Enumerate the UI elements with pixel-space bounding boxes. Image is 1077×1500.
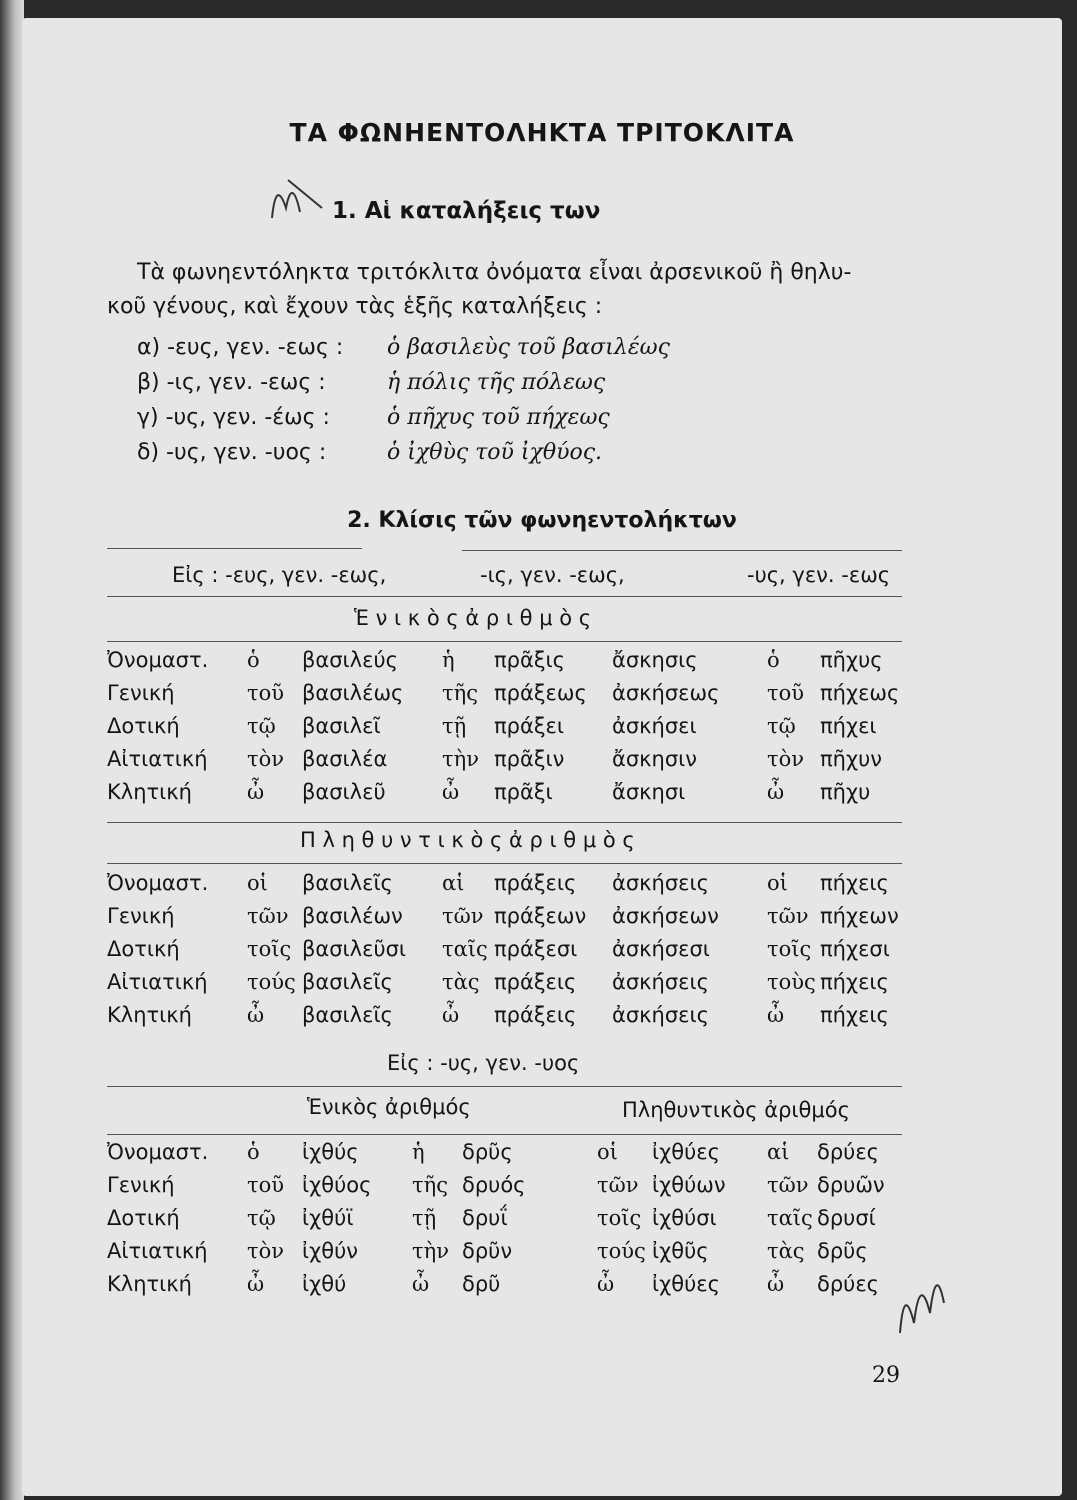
- plural-row-1-a2: βασιλέων: [302, 904, 403, 928]
- plural-row-0-c: ἀσκήσεις: [612, 871, 709, 895]
- ending-row-d: δ) -υς, γεν. -υος : ὁ ἰχθὺς τοῦ ἰχθύος.: [137, 440, 603, 465]
- table2-row-0-case: Ὀνομαστ.: [107, 1140, 209, 1164]
- table2-row-4-c2: ἰχθύες: [652, 1272, 720, 1296]
- table2-row-0-a1: ὁ: [247, 1140, 260, 1164]
- singular-row-2-d2: πήχει: [820, 714, 877, 738]
- singular-row-3-c: ἄσκησιν: [612, 747, 697, 771]
- book-page: [22, 18, 1062, 1496]
- table2-row-4-b2: δρῦ: [462, 1272, 501, 1296]
- page-title: ΤΑ ΦΩΝΗΕΝΤΟΛΗΚΤΑ ΤΡΙΤΟΚΛΙΤΑ: [289, 118, 795, 147]
- plural-row-4-c: ἀσκήσεις: [612, 1003, 709, 1027]
- table2-row-3-c2: ἰχθῦς: [652, 1239, 709, 1263]
- table2-row-3-case: Αἰτιατική: [107, 1239, 208, 1263]
- singular-row-4-case: Κλητική: [107, 780, 192, 804]
- table2-row-0-c1: οἱ: [597, 1140, 618, 1164]
- plural-row-2-case: Δοτική: [107, 937, 180, 961]
- singular-row-3-case: Αἰτιατική: [107, 747, 208, 771]
- table1-header-is: -ις, γεν. -εως,: [480, 563, 625, 587]
- plural-row-4-b2: πράξεις: [494, 1003, 577, 1027]
- plural-row-1-b1: τῶν: [442, 904, 484, 928]
- plural-row-1-d1: τῶν: [767, 904, 809, 928]
- table1-singular-label: Ἑ ν ι κ ὸ ς ἀ ρ ι θ μ ὸ ς: [354, 606, 592, 630]
- ending-row-a: α) -ευς, γεν. -εως : ὁ βασιλεὺς τοῦ βασιλέως: [137, 335, 670, 360]
- singular-row-1-d1: τοῦ: [767, 681, 805, 705]
- table2-row-4-c1: ὦ: [597, 1272, 615, 1296]
- plural-row-4-b1: ὦ: [442, 1003, 460, 1027]
- singular-row-0-a2: βασιλεύς: [302, 648, 398, 672]
- singular-row-1-d2: πήχεως: [820, 681, 900, 705]
- singular-row-4-d1: ὦ: [767, 780, 785, 804]
- singular-row-0-c: ἄσκησις: [612, 648, 698, 672]
- singular-row-0-a1: ὁ: [247, 648, 260, 672]
- plural-row-4-d1: ὦ: [767, 1003, 785, 1027]
- table2-row-2-a1: τῷ: [247, 1206, 276, 1230]
- singular-row-3-b1: τὴν: [442, 747, 479, 771]
- singular-row-3-d2: πῆχυν: [820, 747, 882, 771]
- singular-row-2-c: ἀσκήσει: [612, 714, 697, 738]
- table2-row-0-a2: ἰχθύς: [302, 1140, 359, 1164]
- table2-plural-label: Πληθυντικὸς ἀριθμός: [622, 1098, 850, 1122]
- plural-row-4-a1: ὦ: [247, 1003, 265, 1027]
- singular-row-1-a1: τοῦ: [247, 681, 285, 705]
- plural-row-0-d2: πήχεις: [820, 871, 889, 895]
- singular-row-4-b1: ὦ: [442, 780, 460, 804]
- page-number: 29: [872, 1363, 900, 1388]
- singular-row-0-d1: ὁ: [767, 648, 780, 672]
- table2-row-0-d1: αἱ: [767, 1140, 790, 1164]
- table2-row-4-case: Κλητική: [107, 1272, 192, 1296]
- table2-row-1-a2: ἰχθύος: [302, 1173, 372, 1197]
- singular-row-3-d1: τὸν: [767, 747, 805, 771]
- singular-row-2-b1: τῇ: [442, 714, 467, 738]
- table2-row-3-d2: δρῦς: [817, 1239, 868, 1263]
- singular-row-4-d2: πῆχυ: [820, 780, 871, 804]
- ending-row-c: γ) -υς, γεν. -έως : ὁ πῆχυς τοῦ πήχεως: [137, 405, 610, 430]
- singular-row-3-a1: τὸν: [247, 747, 285, 771]
- plural-row-3-d1: τοὺς: [767, 970, 816, 994]
- table2-row-3-a2: ἰχθύν: [302, 1239, 358, 1263]
- singular-row-1-a2: βασιλέως: [302, 681, 404, 705]
- table2-row-4-a2: ἰχθύ: [302, 1272, 347, 1296]
- table2-row-3-b2: δρῦν: [462, 1239, 513, 1263]
- table2-row-0-b2: δρῦς: [462, 1140, 513, 1164]
- singular-row-2-a2: βασιλεῖ: [302, 714, 381, 738]
- plural-row-2-d1: τοῖς: [767, 937, 812, 961]
- plural-row-2-b1: ταῖς: [442, 937, 488, 961]
- plural-row-2-a1: τοῖς: [247, 937, 292, 961]
- table1-header-us: -υς, γεν. -εως: [747, 563, 891, 587]
- plural-row-0-a1: οἱ: [247, 871, 268, 895]
- plural-row-0-d1: οἱ: [767, 871, 788, 895]
- paragraph-line-2: κοῦ γένους, καὶ ἔχουν τὰς ἑξῆς καταλήξεις :: [107, 294, 603, 319]
- plural-row-2-a2: βασιλεῦσι: [302, 937, 407, 961]
- table2-row-2-c1: τοῖς: [597, 1206, 642, 1230]
- table2-row-2-c2: ἰχθύσι: [652, 1206, 717, 1230]
- plural-row-0-case: Ὀνομαστ.: [107, 871, 209, 895]
- plural-row-4-a2: βασιλεῖς: [302, 1003, 393, 1027]
- table2-header: Εἰς : -υς, γεν. -υος: [387, 1051, 580, 1075]
- plural-row-4-case: Κλητική: [107, 1003, 192, 1027]
- table2-row-1-d2: δρυῶν: [817, 1173, 885, 1197]
- plural-row-1-case: Γενική: [107, 904, 175, 928]
- table2-row-4-d1: ὦ: [767, 1272, 785, 1296]
- section1-paragraph: [107, 256, 947, 324]
- table2-row-1-b1: τῆς: [412, 1173, 448, 1197]
- singular-row-0-d2: πῆχυς: [820, 648, 883, 672]
- singular-row-4-a1: ὦ: [247, 780, 265, 804]
- plural-row-3-a1: τούς: [247, 970, 296, 994]
- singular-row-1-b1: τῆς: [442, 681, 478, 705]
- paragraph-line-1: Τὰ φωνηεντόληκτα τριτόκλιτα ὀνόματα εἶναι ἀρσενικοῦ ἢ θηλυ-: [137, 260, 852, 285]
- handwritten-mark-top: [262, 168, 332, 228]
- plural-row-3-a2: βασιλεῖς: [302, 970, 393, 994]
- plural-row-1-d2: πήχεων: [820, 904, 899, 928]
- table2-row-2-a2: ἰχθύϊ: [302, 1206, 354, 1230]
- singular-row-0-b1: ἡ: [442, 648, 455, 672]
- table2-row-3-d1: τὰς: [767, 1239, 805, 1263]
- plural-row-3-d2: πήχεις: [820, 970, 889, 994]
- table2-row-2-case: Δοτική: [107, 1206, 180, 1230]
- endings-list: [137, 330, 670, 470]
- plural-row-3-b1: τὰς: [442, 970, 480, 994]
- plural-row-1-a1: τῶν: [247, 904, 289, 928]
- singular-row-2-d1: τῷ: [767, 714, 796, 738]
- table2-row-4-b1: ὦ: [412, 1272, 430, 1296]
- table2-row-1-c2: ἰχθύων: [652, 1173, 726, 1197]
- table2-row-0-c2: ἰχθύες: [652, 1140, 720, 1164]
- table2-row-3-a1: τὸν: [247, 1239, 285, 1263]
- singular-row-2-case: Δοτική: [107, 714, 180, 738]
- plural-row-1-c: ἀσκήσεων: [612, 904, 719, 928]
- handwritten-mark-bottom: [892, 1253, 962, 1343]
- table1-header-eis: Εἰς : -ευς, γεν. -εως,: [172, 563, 387, 587]
- plural-row-0-b1: αἱ: [442, 871, 465, 895]
- plural-row-2-c: ἀσκήσεσι: [612, 937, 710, 961]
- table2-row-3-b1: τὴν: [412, 1239, 449, 1263]
- table2-row-2-b2: δρυΐ: [462, 1206, 508, 1230]
- book-spine-shadow: [0, 0, 24, 1500]
- table2-row-0-b1: ἡ: [412, 1140, 425, 1164]
- table2-row-2-d2: δρυσί: [817, 1206, 876, 1230]
- table2-row-1-d1: τῶν: [767, 1173, 809, 1197]
- singular-row-2-a1: τῷ: [247, 714, 276, 738]
- singular-row-3-b2: πρᾶξιν: [494, 747, 565, 771]
- plural-row-0-b2: πράξεις: [494, 871, 577, 895]
- plural-row-2-d2: πήχεσι: [820, 937, 890, 961]
- table2-row-1-c1: τῶν: [597, 1173, 639, 1197]
- singular-row-3-a2: βασιλέα: [302, 747, 388, 771]
- singular-row-2-b2: πράξει: [494, 714, 564, 738]
- table2-row-2-d1: ταῖς: [767, 1206, 813, 1230]
- plural-row-0-a2: βασιλεῖς: [302, 871, 393, 895]
- table2-row-4-a1: ὦ: [247, 1272, 265, 1296]
- table2-row-1-a1: τοῦ: [247, 1173, 285, 1197]
- singular-row-4-a2: βασιλεῦ: [302, 780, 386, 804]
- singular-row-4-c: ἄσκησι: [612, 780, 686, 804]
- singular-row-0-b2: πρᾶξις: [494, 648, 565, 672]
- ending-row-b: β) -ις, γεν. -εως : ἡ πόλις τῆς πόλεως: [137, 370, 606, 395]
- singular-row-1-case: Γενική: [107, 681, 175, 705]
- section2-heading: 2. Κλίσις τῶν φωνηεντολήκτων: [347, 508, 737, 533]
- table2-row-4-d2: δρύες: [817, 1272, 880, 1296]
- plural-row-3-c: ἀσκήσεις: [612, 970, 709, 994]
- table2-row-2-b1: τῇ: [412, 1206, 437, 1230]
- singular-row-1-c: ἀσκήσεως: [612, 681, 720, 705]
- singular-row-4-b2: πρᾶξι: [494, 780, 553, 804]
- section1-heading: 1. Αἱ καταλήξεις των: [332, 198, 601, 224]
- singular-row-1-b2: πράξεως: [494, 681, 587, 705]
- table2-row-3-c1: τούς: [597, 1239, 646, 1263]
- plural-row-2-b2: πράξεσι: [494, 937, 578, 961]
- singular-row-0-case: Ὀνομαστ.: [107, 648, 209, 672]
- table2-row-0-d2: δρύες: [817, 1140, 880, 1164]
- table2-row-1-b2: δρυός: [462, 1173, 526, 1197]
- plural-row-3-b2: πράξεις: [494, 970, 577, 994]
- plural-row-3-case: Αἰτιατική: [107, 970, 208, 994]
- table2-singular-label: Ἑνικὸς ἀριθμός: [307, 1095, 471, 1119]
- table2-row-1-case: Γενική: [107, 1173, 175, 1197]
- table1-plural-label: Π λ η θ υ ν τ ι κ ὸ ς ἀ ρ ι θ μ ὸ ς: [300, 828, 635, 852]
- plural-row-1-b2: πράξεων: [494, 904, 587, 928]
- plural-row-4-d2: πήχεις: [820, 1003, 889, 1027]
